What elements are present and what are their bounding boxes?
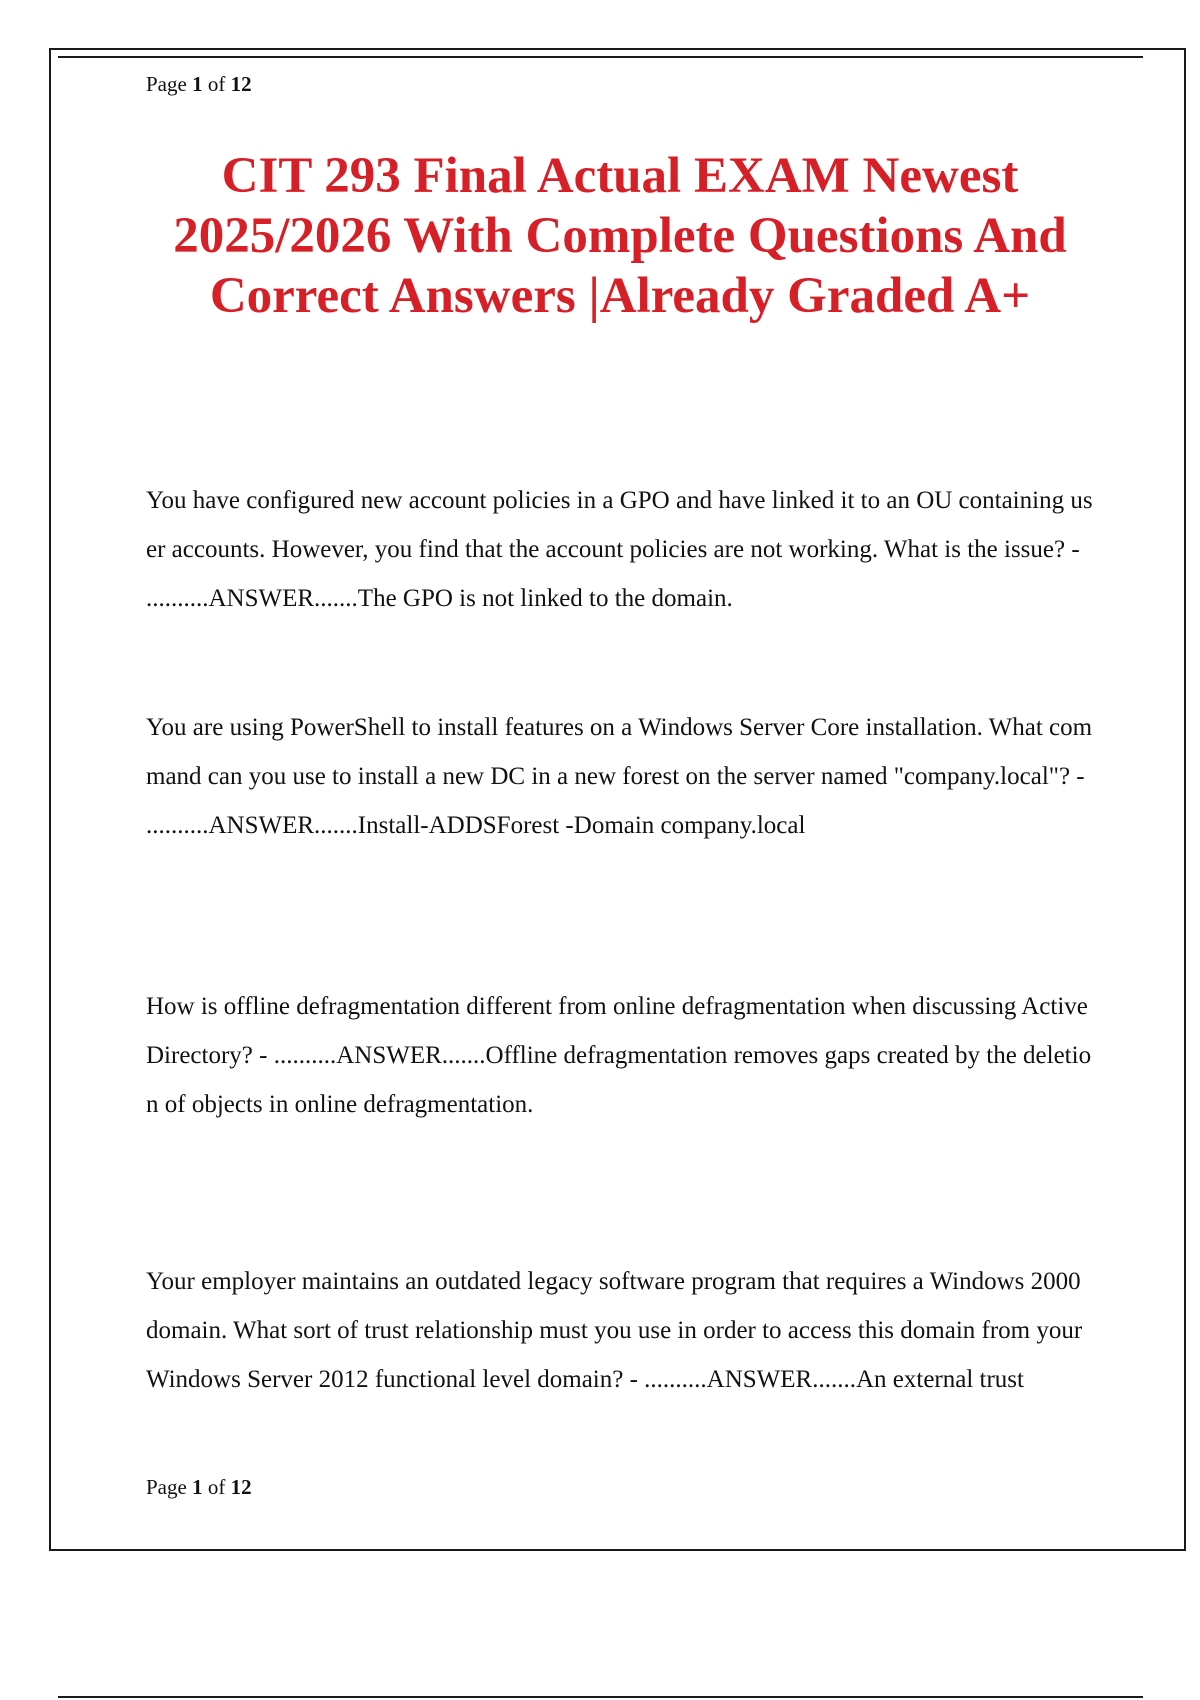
page-current: 1 [192,72,203,96]
page-of: of [207,72,226,96]
question-text: How is offline defragmentation different from online defragmentation when discussing Active Directory? - [146,993,1088,1069]
question-text: You are using PowerShell to install features on a Windows Server Core installation. What command can you use to install a new DC in a new forest on the server named "company.local"? - [146,714,1093,790]
answer-text: ..........ANSWER.......Offline defragmentation removes gaps created by the deletion of objects in online defragmentation. [146,1042,1092,1118]
question-text: Your employer maintains an outdated legacy software program that requires a Windows 2000 domain. What sort of trust relationship must you use in order to access this domain from your Windows Server 2012 functional level domain? - [146,1268,1083,1393]
answer-text: ..........ANSWER.......The GPO is not linked to the domain. [146,585,733,612]
qa-item [146,703,1096,850]
answer-text: ..........ANSWER.......Install-ADDSForest -Domain company.local [146,812,806,839]
page-of: of [207,1475,226,1499]
page-number-header [146,72,252,96]
bottom-rule [58,1696,1143,1698]
qa-item [146,1257,1096,1404]
page-total: 12 [230,72,252,96]
page-word: Page [146,72,187,96]
page-number-footer [146,1475,252,1499]
page-word: Page [146,1475,187,1499]
question-text: You have configured new account policies in a GPO and have linked it to an OU containing user accounts. However, you find that the account policies are not working. What is the issue? - [146,487,1093,563]
answer-text: ..........ANSWER.......An external trust [644,1366,1024,1393]
document-title: CIT 293 Final Actual EXAM Newest 2025/2026 With Complete Questions And Correct Answers |Already Graded A+ [173,148,1067,324]
qa-item [146,982,1096,1129]
page-total: 12 [230,1475,252,1499]
qa-item [146,476,1096,623]
page-current: 1 [192,1475,203,1499]
